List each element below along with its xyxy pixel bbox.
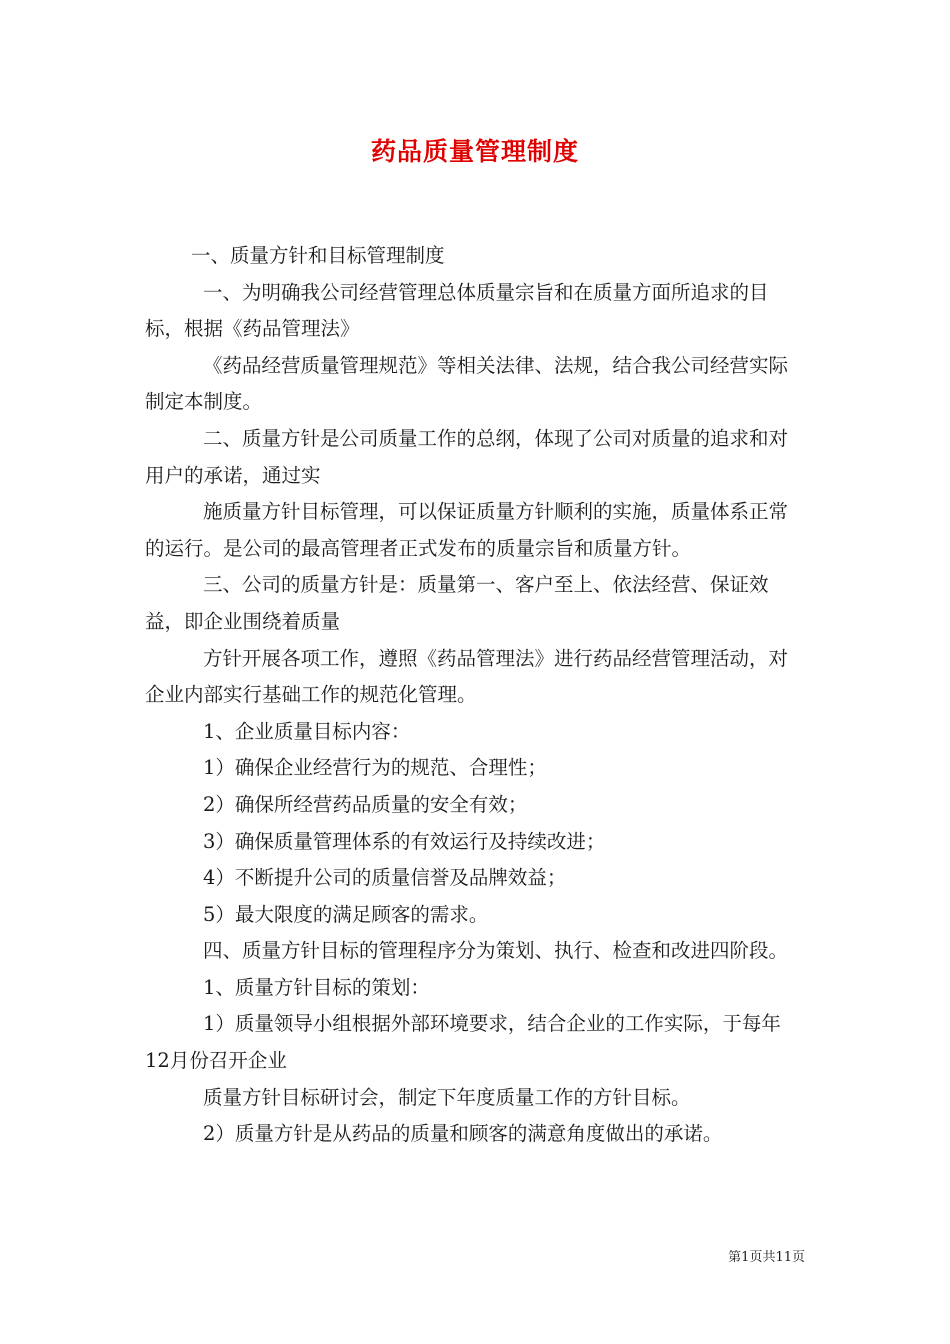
document-title: 药品质量管理制度: [370, 137, 579, 166]
paragraph: 质量方针目标研讨会，制定下年度质量工作的方针目标。: [203, 1085, 691, 1109]
paragraph: 2）质量方针是从药品的质量和顾客的满意角度做出的承诺。: [203, 1122, 723, 1146]
paragraph: 《药品经营质量管理规范》等相关法律、法规，结合我公司经营实际制定本制度。: [145, 353, 789, 414]
paragraph: 1）质量领导小组根据外部环境要求，结合企业的工作实际，于每年12月份召开企业: [145, 1012, 781, 1073]
paragraph: 5）最大限度的满足顾客的需求。: [203, 902, 489, 926]
document-body: [145, 238, 805, 1153]
paragraph: 4）不断提升公司的质量信誉及品牌效益；: [203, 866, 567, 890]
page-number-footer: 第1页共11页: [728, 1250, 805, 1265]
paragraph: 四、质量方针目标的管理程序分为策划、执行、检查和改进四阶段。: [203, 939, 789, 963]
paragraph: 一、质量方针和目标管理制度: [191, 244, 445, 267]
paragraph: 1、企业质量目标内容：: [203, 719, 411, 743]
paragraph: 2）确保所经营药品质量的安全有效；: [203, 792, 528, 816]
paragraph: 二、质量方针是公司质量工作的总纲，体现了公司对质量的追求和对用户的承诺，通过实: [145, 426, 789, 487]
paragraph: 施质量方针目标管理，可以保证质量方针顺利的实施，质量体系正常的运行。是公司的最高管理者正式发布的质量宗旨和质量方针。: [145, 500, 789, 560]
paragraph: 1、质量方针目标的策划：: [203, 975, 430, 999]
paragraph: 1）确保企业经营行为的规范、合理性；: [203, 756, 547, 780]
paragraph: 3）确保质量管理体系的有效运行及持续改进；: [203, 829, 606, 853]
paragraph: 方针开展各项工作，遵照《药品管理法》进行药品经营管理活动，对企业内部实行基础工作的规范化管理。: [145, 646, 789, 707]
paragraph: 三、公司的质量方针是：质量第一、客户至上、依法经营、保证效益，即企业围绕着质量: [145, 573, 769, 633]
paragraph: 一、为明确我公司经营管理总体质量宗旨和在质量方面所追求的目标，根据《药品管理法》: [145, 280, 769, 341]
